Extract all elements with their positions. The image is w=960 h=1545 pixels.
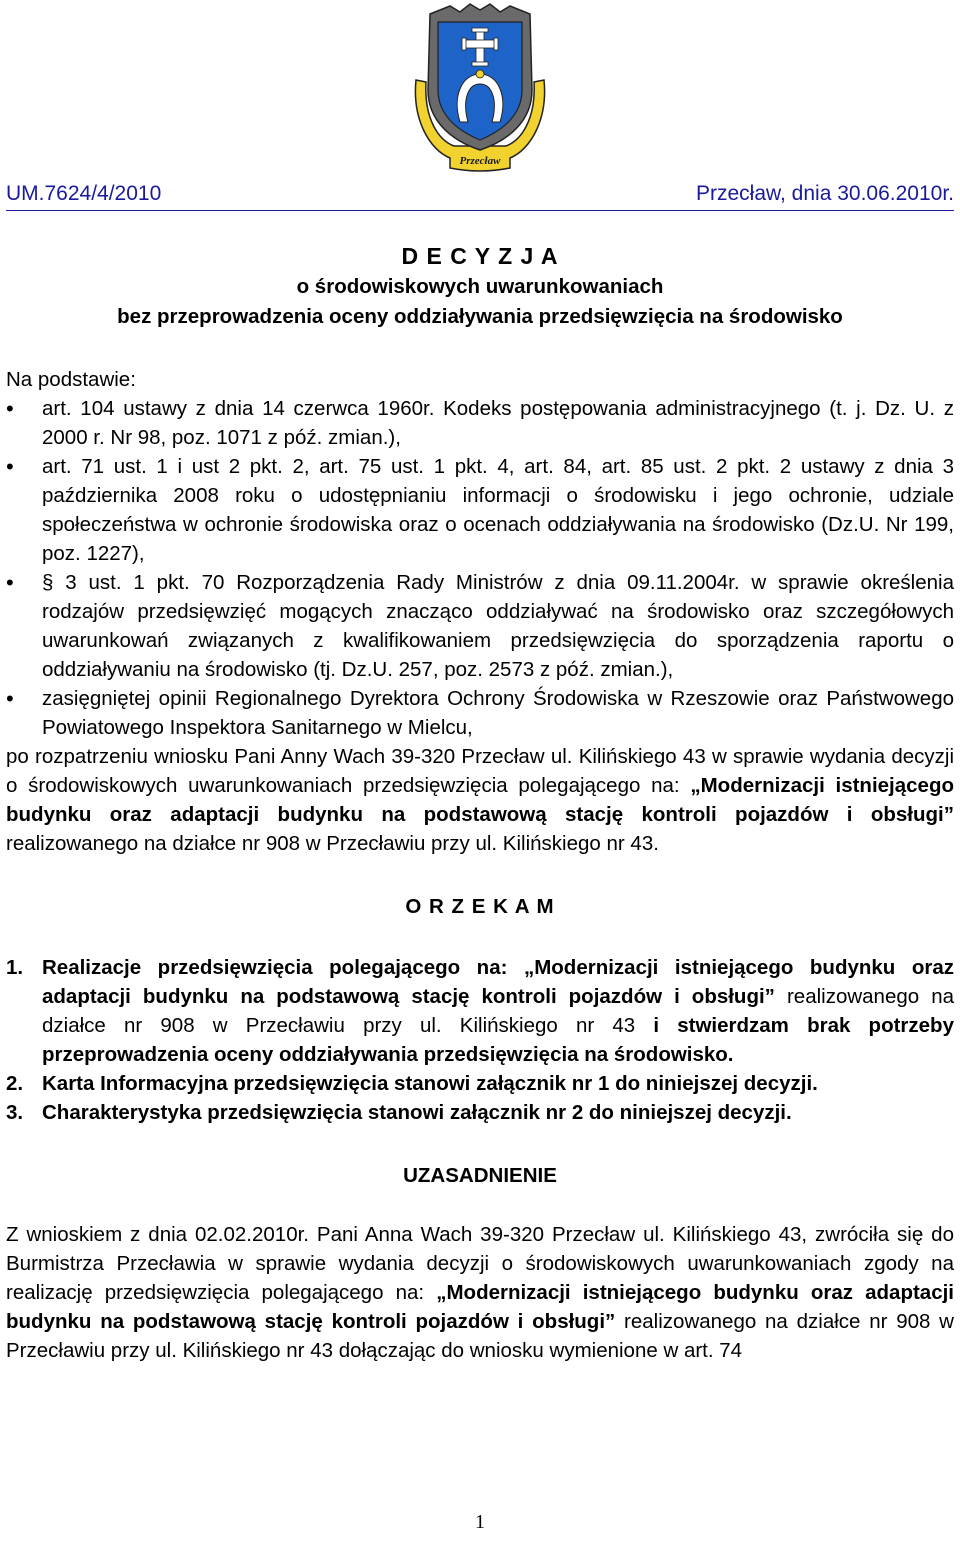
decision-number: 3. bbox=[6, 1101, 24, 1124]
justification-project-name: „Modernizacji istniejącego budynku oraz adaptacji budynku na podstawową stację kontroli pojazdów i obsługi” bbox=[6, 1281, 954, 1333]
justification-paragraph bbox=[6, 1220, 954, 1365]
legal-bases-list bbox=[6, 394, 954, 742]
decision-bold: Charakterystyka przedsięwzięcia stanowi załącznik nr 2 do niniejszej decyzji. bbox=[42, 1101, 792, 1124]
justification-text: Z wnioskiem z dnia 02.02.2010r. Pani Anna Wach 39-320 Przecław ul. Kilińskiego 43, zwróciła się do Burmistrza Przecławia w sprawie wydania decyzji o środowiskowych uwarunkowaniach zgody na realizację przedsięwzięcia polegającego na: bbox=[6, 1223, 954, 1304]
orzekam-heading: O R Z E K A M bbox=[405, 895, 555, 918]
decision-bold: Karta Informacyjna przedsięwzięcia stanowi załącznik nr 1 do niniejszej decyzji. bbox=[42, 1072, 818, 1095]
decision-list bbox=[6, 953, 954, 1127]
consideration-text-end: realizowanego na działce nr 908 w Przecławiu przy ul. Kilińskiego nr 43. bbox=[6, 832, 659, 855]
legal-basis-item: • § 3 ust. 1 pkt. 70 Rozporządzenia Rady Ministrów z dnia 09.11.2004r. w sprawie określenia rodzajów przedsięwzięć mogących znacząco oddziaływać na środowisko oraz szczegółowych uwarunkowań związanych z kwalifikowaniem przedsięwzięcia do sporządzenia raportu o oddziaływaniu na środowisko (tj. Dz.U. 257, poz. 2573 z póź. zmian.), bbox=[6, 568, 954, 684]
decision-item bbox=[6, 1098, 954, 1127]
decision-bold-end: i stwierdzam brak potrzeby przeprowadzenia oceny oddziaływania przedsięwzięcia na środowisko. bbox=[42, 1014, 954, 1066]
decision-number: 2. bbox=[6, 1072, 24, 1095]
legal-basis-item: • art. 104 ustawy z dnia 14 czerwca 1960r. Kodeks postępowania administracyjnego (t. j. Dz. U. z 2000 r. Nr 98, poz. 1071 z póź. zmian.), bbox=[6, 394, 954, 452]
justification-heading: UZASADNIENIE bbox=[403, 1164, 557, 1187]
title-line-3: bez przeprowadzenia oceny oddziaływania przedsięwzięcia na środowisko bbox=[117, 305, 843, 328]
project-name: „Modernizacji istniejącego budynku oraz adaptacji budynku na podstawową stację kontroli pojazdów i obsługi” bbox=[6, 774, 954, 826]
reference-number: UM.7624/4/2010 bbox=[6, 182, 162, 205]
header-divider bbox=[6, 210, 954, 211]
legal-basis-item: • zasięgniętej opinii Regionalnego Dyrektora Ochrony Środowiska w Rzeszowie oraz Państwowego Powiatowego Inspektora Sanitarnego w Mielcu, bbox=[6, 684, 954, 742]
justification-text-end: realizowanego na działce nr 908 w Przecławiu przy ul. Kilińskiego nr 43 dołączając do wniosku wymienione w art. 74 bbox=[6, 1310, 954, 1362]
intro-text: Na podstawie: bbox=[6, 368, 136, 391]
consideration-paragraph bbox=[6, 742, 954, 858]
title-line-2: o środowiskowych uwarunkowaniach bbox=[296, 275, 664, 298]
decision-bold: Realizacje przedsięwzięcia polegającego na: „Modernizacji istniejącego budynku oraz adaptacji budynku na podstawową stację kontroli pojazdów i obsługi” bbox=[42, 956, 954, 1008]
decision-number: 1. bbox=[6, 956, 24, 979]
decision-text: realizowanego na działce nr 908 w Przecławiu przy ul. Kilińskiego nr 43 bbox=[42, 985, 954, 1037]
document-header bbox=[6, 176, 954, 208]
title-main: D E C Y Z J A bbox=[401, 243, 559, 269]
decision-item bbox=[6, 1069, 954, 1098]
consideration-text: po rozpatrzeniu wniosku Pani Anny Wach 39-320 Przecław ul. Kilińskiego 43 w sprawie wydania decyzji o środowiskowych uwarunkowaniach przedsięwzięcia polegającego na: bbox=[6, 745, 954, 797]
decision-title bbox=[0, 240, 960, 332]
document-body bbox=[6, 365, 954, 1365]
legal-basis-item: • art. 71 ust. 1 i ust 2 pkt. 2, art. 75 ust. 1 pkt. 4, art. 84, art. 85 ust. 2 pkt. 2 ustawy z dnia 3 października 2008 roku o udostępnianiu informacji o środowisku i jego ochronie, udziale społeczeństwa w ochronie środowiska oraz o ocenach oddziaływania na środowisko (Dz.U. Nr 199, poz. 1227), bbox=[6, 452, 954, 568]
crest-label: Przecław bbox=[459, 155, 501, 167]
coat-of-arms-icon bbox=[410, 0, 550, 178]
place-and-date: Przecław, dnia 30.06.2010r. bbox=[695, 182, 954, 205]
decision-item bbox=[6, 953, 954, 1069]
page-number: 1 bbox=[475, 1511, 485, 1533]
